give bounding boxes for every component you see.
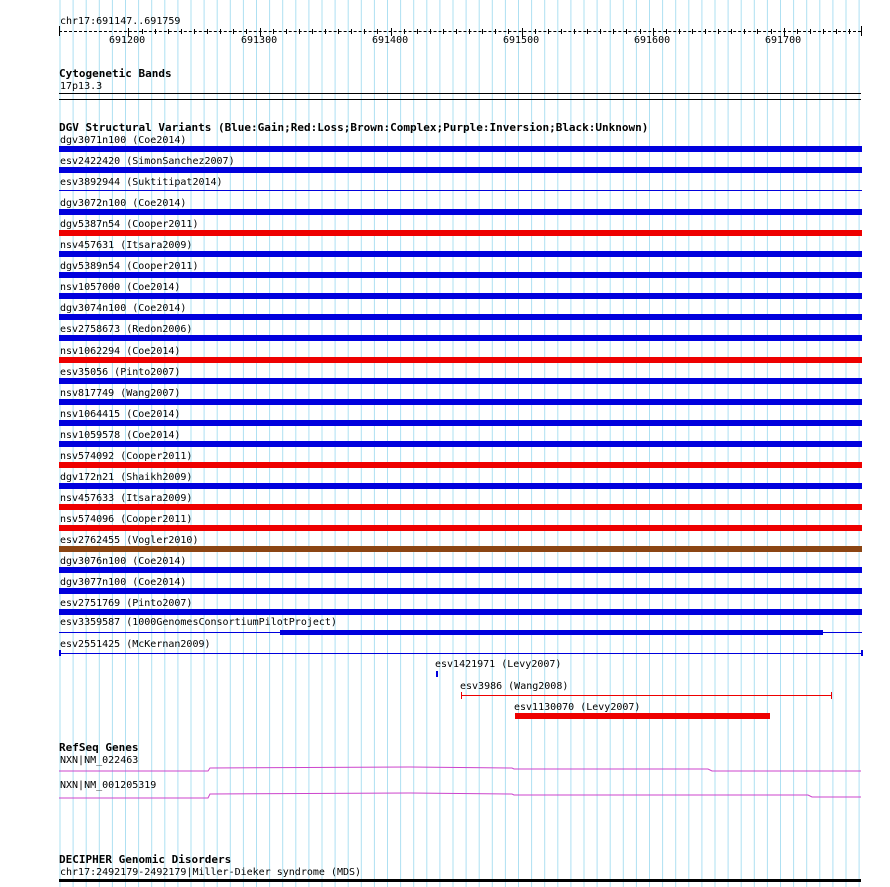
variant-label[interactable]: dgv3071n100 (Coe2014) [60, 135, 187, 146]
decipher-bar[interactable] [59, 879, 861, 882]
variant-label[interactable]: nsv817749 (Wang2007) [60, 387, 181, 399]
ruler-tick-label: 691200 [109, 35, 146, 46]
gene-model-nm-022463[interactable] [59, 767, 861, 771]
dgv-track-title[interactable]: DGV Structural Variants (Blue:Gain;Red:Loss;Brown:Complex;Purple:Inversion;Black:Unknown) [59, 121, 649, 134]
ruler-tick-label: 691400 [372, 35, 409, 46]
variant-label[interactable]: dgv3076n100 (Coe2014) [60, 556, 187, 567]
variant-label[interactable]: dgv5389n54 (Cooper2011) [60, 261, 199, 273]
variant-label[interactable]: esv3986 (Wang2008) [460, 681, 569, 692]
ruler-tick-label: 691600 [634, 35, 671, 46]
gene-label[interactable]: NXN|NM_001205319 [60, 780, 157, 791]
ruler-tick-label: 691500 [503, 35, 540, 46]
variant-label[interactable]: esv2758673 (Redon2006) [60, 324, 193, 336]
variant-label[interactable]: esv3359587 (1000GenomesConsortiumPilotProject) [60, 617, 337, 628]
ruler-tick-label: 691300 [241, 35, 278, 46]
decipher-track-title[interactable]: DECIPHER Genomic Disorders [59, 853, 232, 866]
variant-label[interactable]: nsv1059578 (Coe2014) [60, 429, 181, 441]
variant-label[interactable]: esv2422420 (SimonSanchez2007) [60, 156, 235, 168]
decipher-entry-label[interactable]: chr17:2492179-2492179|Miller-Dieker syndrome (MDS) [60, 867, 362, 878]
refseq-track-title[interactable]: RefSeq Genes [59, 741, 139, 754]
variant-label[interactable]: esv3892944 (Suktitipat2014) [60, 177, 223, 189]
variant-label[interactable]: esv1421971 (Levy2007) [435, 659, 562, 670]
variant-label[interactable]: dgv172n21 (Shaikh2009) [60, 471, 193, 483]
variant-label[interactable]: nsv574096 (Cooper2011) [60, 513, 193, 525]
gene-label[interactable]: NXN|NM_022463 [60, 755, 139, 766]
variant-label[interactable]: dgv5387n54 (Cooper2011) [60, 219, 199, 231]
variant-label[interactable]: nsv1062294 (Coe2014) [60, 345, 181, 357]
gene-model-nm-001205319[interactable] [59, 793, 861, 798]
variant-label[interactable]: nsv457633 (Itsara2009) [60, 492, 193, 504]
variant-label[interactable]: nsv457631 (Itsara2009) [60, 240, 193, 252]
variant-label[interactable]: esv1130070 (Levy2007) [514, 702, 641, 713]
cytoband-track-title[interactable]: Cytogenetic Bands [59, 67, 172, 80]
position-label: chr17:691147..691759 [60, 16, 181, 27]
variant-label[interactable]: dgv3077n100 (Coe2014) [60, 577, 187, 589]
variant-label[interactable]: nsv1057000 (Coe2014) [60, 282, 181, 294]
cytoband-label: 17p13.3 [60, 81, 103, 92]
variant-label[interactable]: esv2551425 (McKernan2009) [60, 639, 211, 650]
variant-label[interactable]: dgv3072n100 (Coe2014) [60, 198, 187, 210]
variant-label[interactable]: nsv1064415 (Coe2014) [60, 408, 181, 420]
variant-label[interactable]: esv35056 (Pinto2007) [60, 366, 181, 378]
variant-label[interactable]: nsv574092 (Cooper2011) [60, 450, 193, 462]
ruler-tick-label: 691700 [765, 35, 802, 46]
variant-label[interactable]: esv2762455 (Vogler2010) [60, 534, 199, 546]
variant-label[interactable]: esv2751769 (Pinto2007) [60, 598, 193, 610]
variant-label[interactable]: dgv3074n100 (Coe2014) [60, 303, 187, 315]
